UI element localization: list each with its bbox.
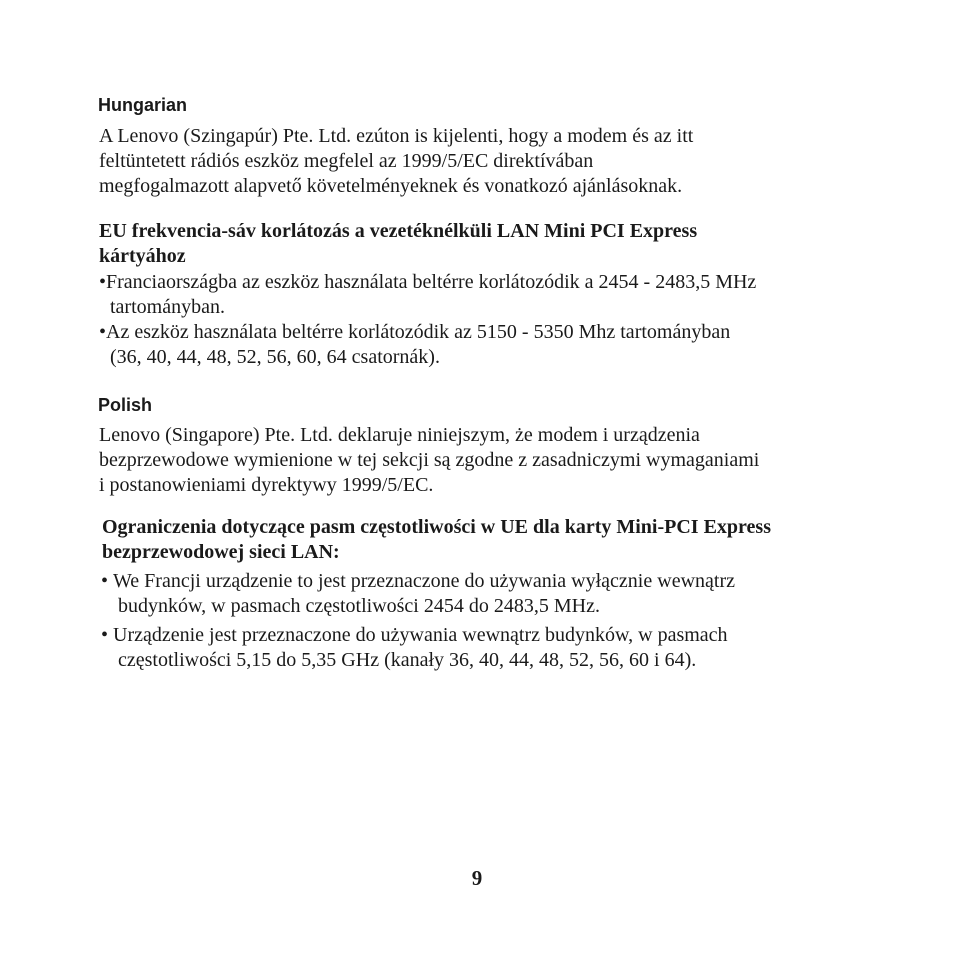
restriction-title-line: kártyához <box>99 245 186 267</box>
polish-declaration <box>99 423 759 498</box>
declaration-line: i postanowieniami dyrektywy 1999/5/EC. <box>99 474 434 496</box>
list-item <box>101 623 728 673</box>
declaration-line: bezprzewodowe wymienione w tej sekcji są zgodne z zasadniczymi wymaganiami <box>99 449 760 471</box>
restriction-title-line: Ograniczenia dotyczące pasm częstotliwości w UE dla karty Mini-PCI Express <box>102 516 771 538</box>
bullet-text-continuation: (36, 40, 44, 48, 52, 56, 60, 64 csatornák). <box>110 346 440 368</box>
bullet-icon: • <box>99 271 107 293</box>
restriction-title-line: bezprzewodowej sieci LAN: <box>102 541 340 563</box>
bullet-text-continuation: budynków, w pasmach częstotliwości 2454 do 2483,5 MHz. <box>118 595 600 617</box>
list-item <box>99 320 730 370</box>
bullet-text: Urządzenie jest przeznaczone do używania wewnątrz budynków, w pasmach <box>113 624 728 646</box>
list-item <box>99 270 756 320</box>
bullet-text: Az eszköz használata beltérre korlátozódik az 5150 - 5350 Mhz tartományban <box>106 321 731 343</box>
page-number: 9 <box>471 866 483 890</box>
bullet-icon: • <box>99 321 107 343</box>
bullet-icon: • <box>101 570 109 592</box>
declaration-line: feltüntetett rádiós eszköz megfelel az 1999/5/EC direktívában <box>99 150 594 172</box>
restriction-title-line: EU frekvencia-sáv korlátozás a vezetéknélküli LAN Mini PCI Express <box>99 220 698 242</box>
list-item <box>101 569 735 619</box>
hungarian-restriction-title <box>99 219 697 269</box>
bullet-text: Franciaországba az eszköz használata beltérre korlátozódik a 2454 - 2483,5 MHz <box>106 271 757 293</box>
polish-restriction-title <box>102 515 771 565</box>
bullet-text-continuation: tartományban. <box>110 296 225 318</box>
section-heading-polish: Polish <box>98 395 153 415</box>
bullet-icon: • <box>101 624 109 646</box>
hungarian-declaration <box>99 124 693 199</box>
bullet-text: We Francji urządzenie to jest przeznaczone do używania wyłącznie wewnątrz <box>113 570 735 592</box>
section-heading-hungarian: Hungarian <box>98 95 188 115</box>
declaration-line: megfogalmazott alapvető követelményeknek és vonatkozó ajánlásoknak. <box>99 175 683 197</box>
bullet-text-continuation: częstotliwości 5,15 do 5,35 GHz (kanały 36, 40, 44, 48, 52, 56, 60 i 64). <box>118 649 697 671</box>
declaration-line: Lenovo (Singapore) Pte. Ltd. deklaruje niniejszym, że modem i urządzenia <box>99 424 700 446</box>
declaration-line: A Lenovo (Szingapúr) Pte. Ltd. ezúton is kijelenti, hogy a modem és az itt <box>99 125 694 147</box>
